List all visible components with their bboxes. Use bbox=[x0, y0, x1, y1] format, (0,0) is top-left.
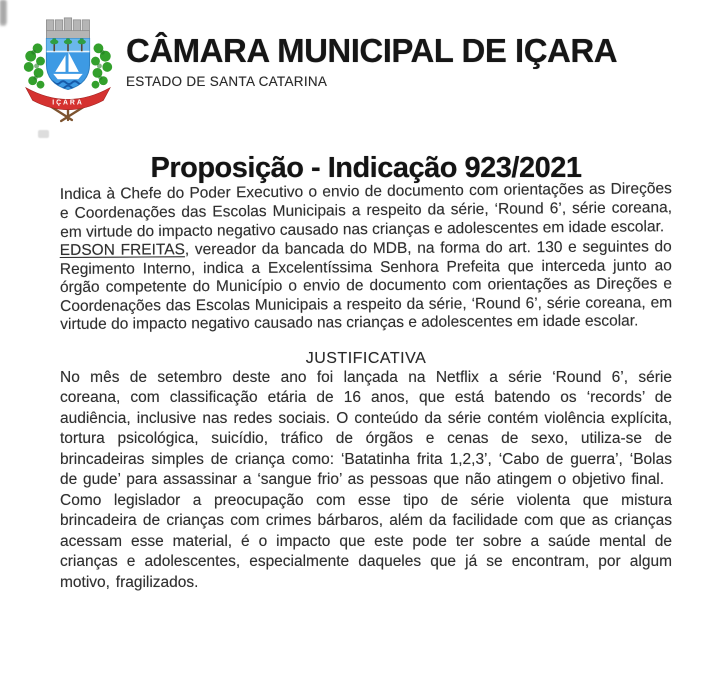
proposal-text: , vereador da bancada do MDB, na forma do art. 130 e seguintes do Regimento Interno, indica a Excelentíssima Senhora Prefeita que interceda junto ao órgão competente do Município o envio de documento com orientações as Direções e Coordenações das Escolas Municipais a respeito da série, ‘Round 6’, série coreana, em virtude do impacto negativo causado nas crianças e adolescentes em idade escolar. bbox=[59, 238, 673, 333]
mural-crown-icon bbox=[46, 18, 89, 39]
document-header bbox=[0, 0, 726, 130]
document-body bbox=[0, 152, 726, 593]
proposal-paragraph bbox=[60, 238, 673, 334]
scan-artifact bbox=[38, 130, 49, 138]
institution-name: CÂMARA MUNICIPAL DE IÇARA bbox=[126, 32, 618, 69]
document-title: Proposição - Indicação 923/2021 bbox=[150, 152, 582, 184]
icara-coat-of-arms-logo bbox=[14, 4, 122, 126]
ribbon-banner-text: IÇARA bbox=[52, 99, 84, 107]
justification-paragraph-2: Como legislador a preocupação com esse tipo de série violenta que mistura brincadeira de crianças com crimes bárbaros, além da facilidade com que as crianças acessam esse material, é o impacto que este pode ter sobre a saúde mental de crianças e adolescentes, especialmente daqueles que já se encontram, por algum motivo, fragilizados. bbox=[60, 491, 672, 591]
justification-heading: JUSTIFICATIVA bbox=[305, 349, 427, 367]
summary-paragraph: Indica à Chefe do Poder Executivo o envio de documento com orientações as Direções e Coordenações das Escolas Municipais a respeito da série, ‘Round 6’, série coreana, em virtude do impacto negativo causado nas crianças e adolescentes em idade escolar. bbox=[59, 180, 673, 241]
author-name: EDSON FREITAS bbox=[59, 241, 185, 260]
institution-subtitle: ESTADO DE SANTA CATARINA bbox=[126, 73, 328, 89]
justification-paragraph-1: No mês de setembro deste ano foi lançada na Netflix a série ‘Round 6’, série coreana, com classificação etária de 16 anos, que está batendo os ‘records’ de audiência, inclusive nas redes sociais. O conteúdo da série contém violência explícita, tortura psicológica, suicídio, tráfico de órgãos e cenas de sexo, utiliza-se de brincadeiras simples de criança como: ‘Batatinha frita 1,2,3’, ‘Cabo de guerra’, ‘Bolas de gude’ para assassinar a ‘sangue frio’ as pessoas que não atingem o objetivo final. bbox=[60, 368, 672, 488]
